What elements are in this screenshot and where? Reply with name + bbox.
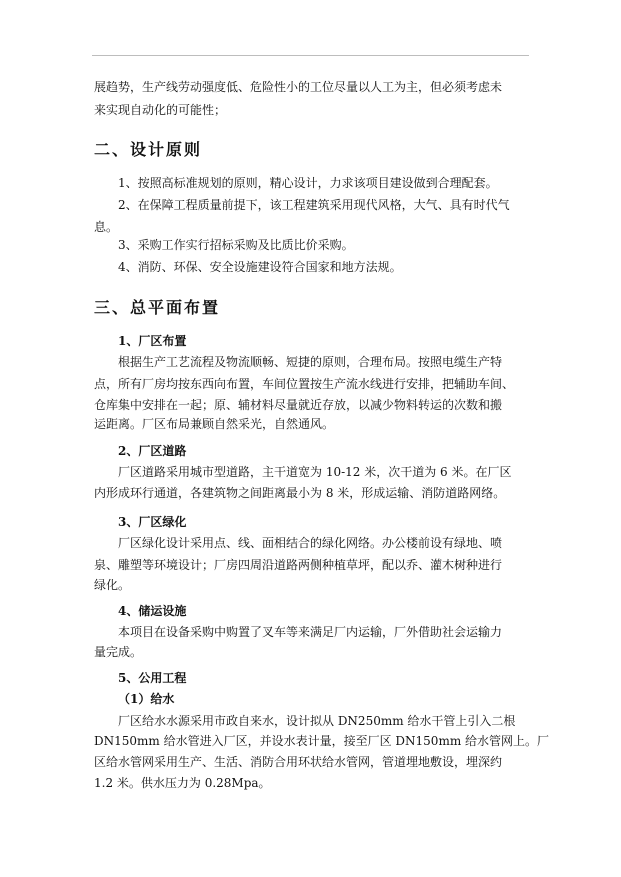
water-supply-line-4: 1.2 米。供水压力为 0.28Mpa。	[94, 776, 271, 790]
plant-layout-line-1: 根据生产工艺流程及物流顺畅、短捷的原则，合理布局。按照电缆生产特	[118, 355, 503, 369]
water-supply-line-1: 厂区给水水源采用市政自来水，设计拟从 DN250mm 给水干管上引入二根	[118, 714, 516, 728]
storage-transport-line-2: 量完成。	[94, 645, 143, 659]
subheading-public-works: 5、公用工程	[118, 671, 187, 685]
intro-line-2: 来实现自动化的可能性；	[94, 103, 227, 117]
principle-item-3: 3、采购工作实行招标采购及比质比价采购。	[118, 238, 354, 252]
plant-greening-line-1: 厂区绿化设计采用点、线、面相结合的绿化网络。办公楼前设有绿地、喷	[118, 536, 503, 550]
subheading-storage-transport: 4、储运设施	[118, 604, 187, 618]
plant-roads-line-1: 厂区道路采用城市型道路，主干道宽为 10-12 米，次干道为 6 米。在厂区	[118, 465, 512, 479]
section-heading-design-principles: 二、设计原则	[94, 140, 203, 159]
subheading-plant-greening: 3、厂区绿化	[118, 515, 187, 529]
water-supply-line-2: DN150mm 给水管进入厂区，并设水表计量，接至厂区 DN150mm 给水管网上。厂	[94, 734, 550, 748]
plant-roads-line-2: 内形成环行通道，各建筑物之间距离最小为 8 米，形成运输、消防道路网络。	[94, 486, 506, 500]
storage-transport-line-1: 本项目在设备采购中购置了叉车等来满足厂内运输，厂外借助社会运输力	[118, 625, 503, 639]
principle-item-4: 4、消防、环保、安全设施建设符合国家和地方法规。	[118, 260, 402, 274]
plant-greening-line-2: 泉、雕塑等环境设计；厂房四周沿道路两侧种植草坪，配以乔、灌木树种进行	[94, 558, 503, 572]
water-supply-line-3: 区给水管网采用生产、生活、消防合用环状给水管网，管道埋地敷设，埋深约	[94, 755, 503, 769]
subheading-plant-layout: 1、厂区布置	[118, 334, 187, 348]
principle-item-2-cont: 息。	[94, 220, 119, 234]
intro-line-1: 展趋势，生产线劳动强度低、危险性小的工位尽量以人工为主，但必须考虑未	[94, 80, 503, 94]
subheading-plant-roads: 2、厂区道路	[118, 444, 187, 458]
header-rule	[92, 55, 529, 56]
plant-layout-line-2: 点，所有厂房均按东西向布置，车间位置按生产流水线进行安排，把辅助车间、	[94, 377, 515, 391]
section-heading-site-layout: 三、总平面布置	[94, 298, 221, 317]
subheading-water-supply: （1）给水	[118, 692, 175, 706]
plant-layout-line-3: 仓库集中安排在一起；原、辅材料尽量就近存放，以减少物料转运的次数和搬	[94, 398, 503, 412]
principle-item-2: 2、在保障工程质量前提下，该工程建筑采用现代风格，大气、具有时代气	[118, 198, 510, 212]
plant-layout-line-4: 运距离。厂区布局兼顾自然采光，自然通风。	[94, 417, 335, 431]
plant-greening-line-3: 绿化。	[94, 578, 131, 592]
principle-item-1: 1、按照高标准规划的原则，精心设计，力求该项目建设做到合理配套。	[118, 176, 498, 190]
